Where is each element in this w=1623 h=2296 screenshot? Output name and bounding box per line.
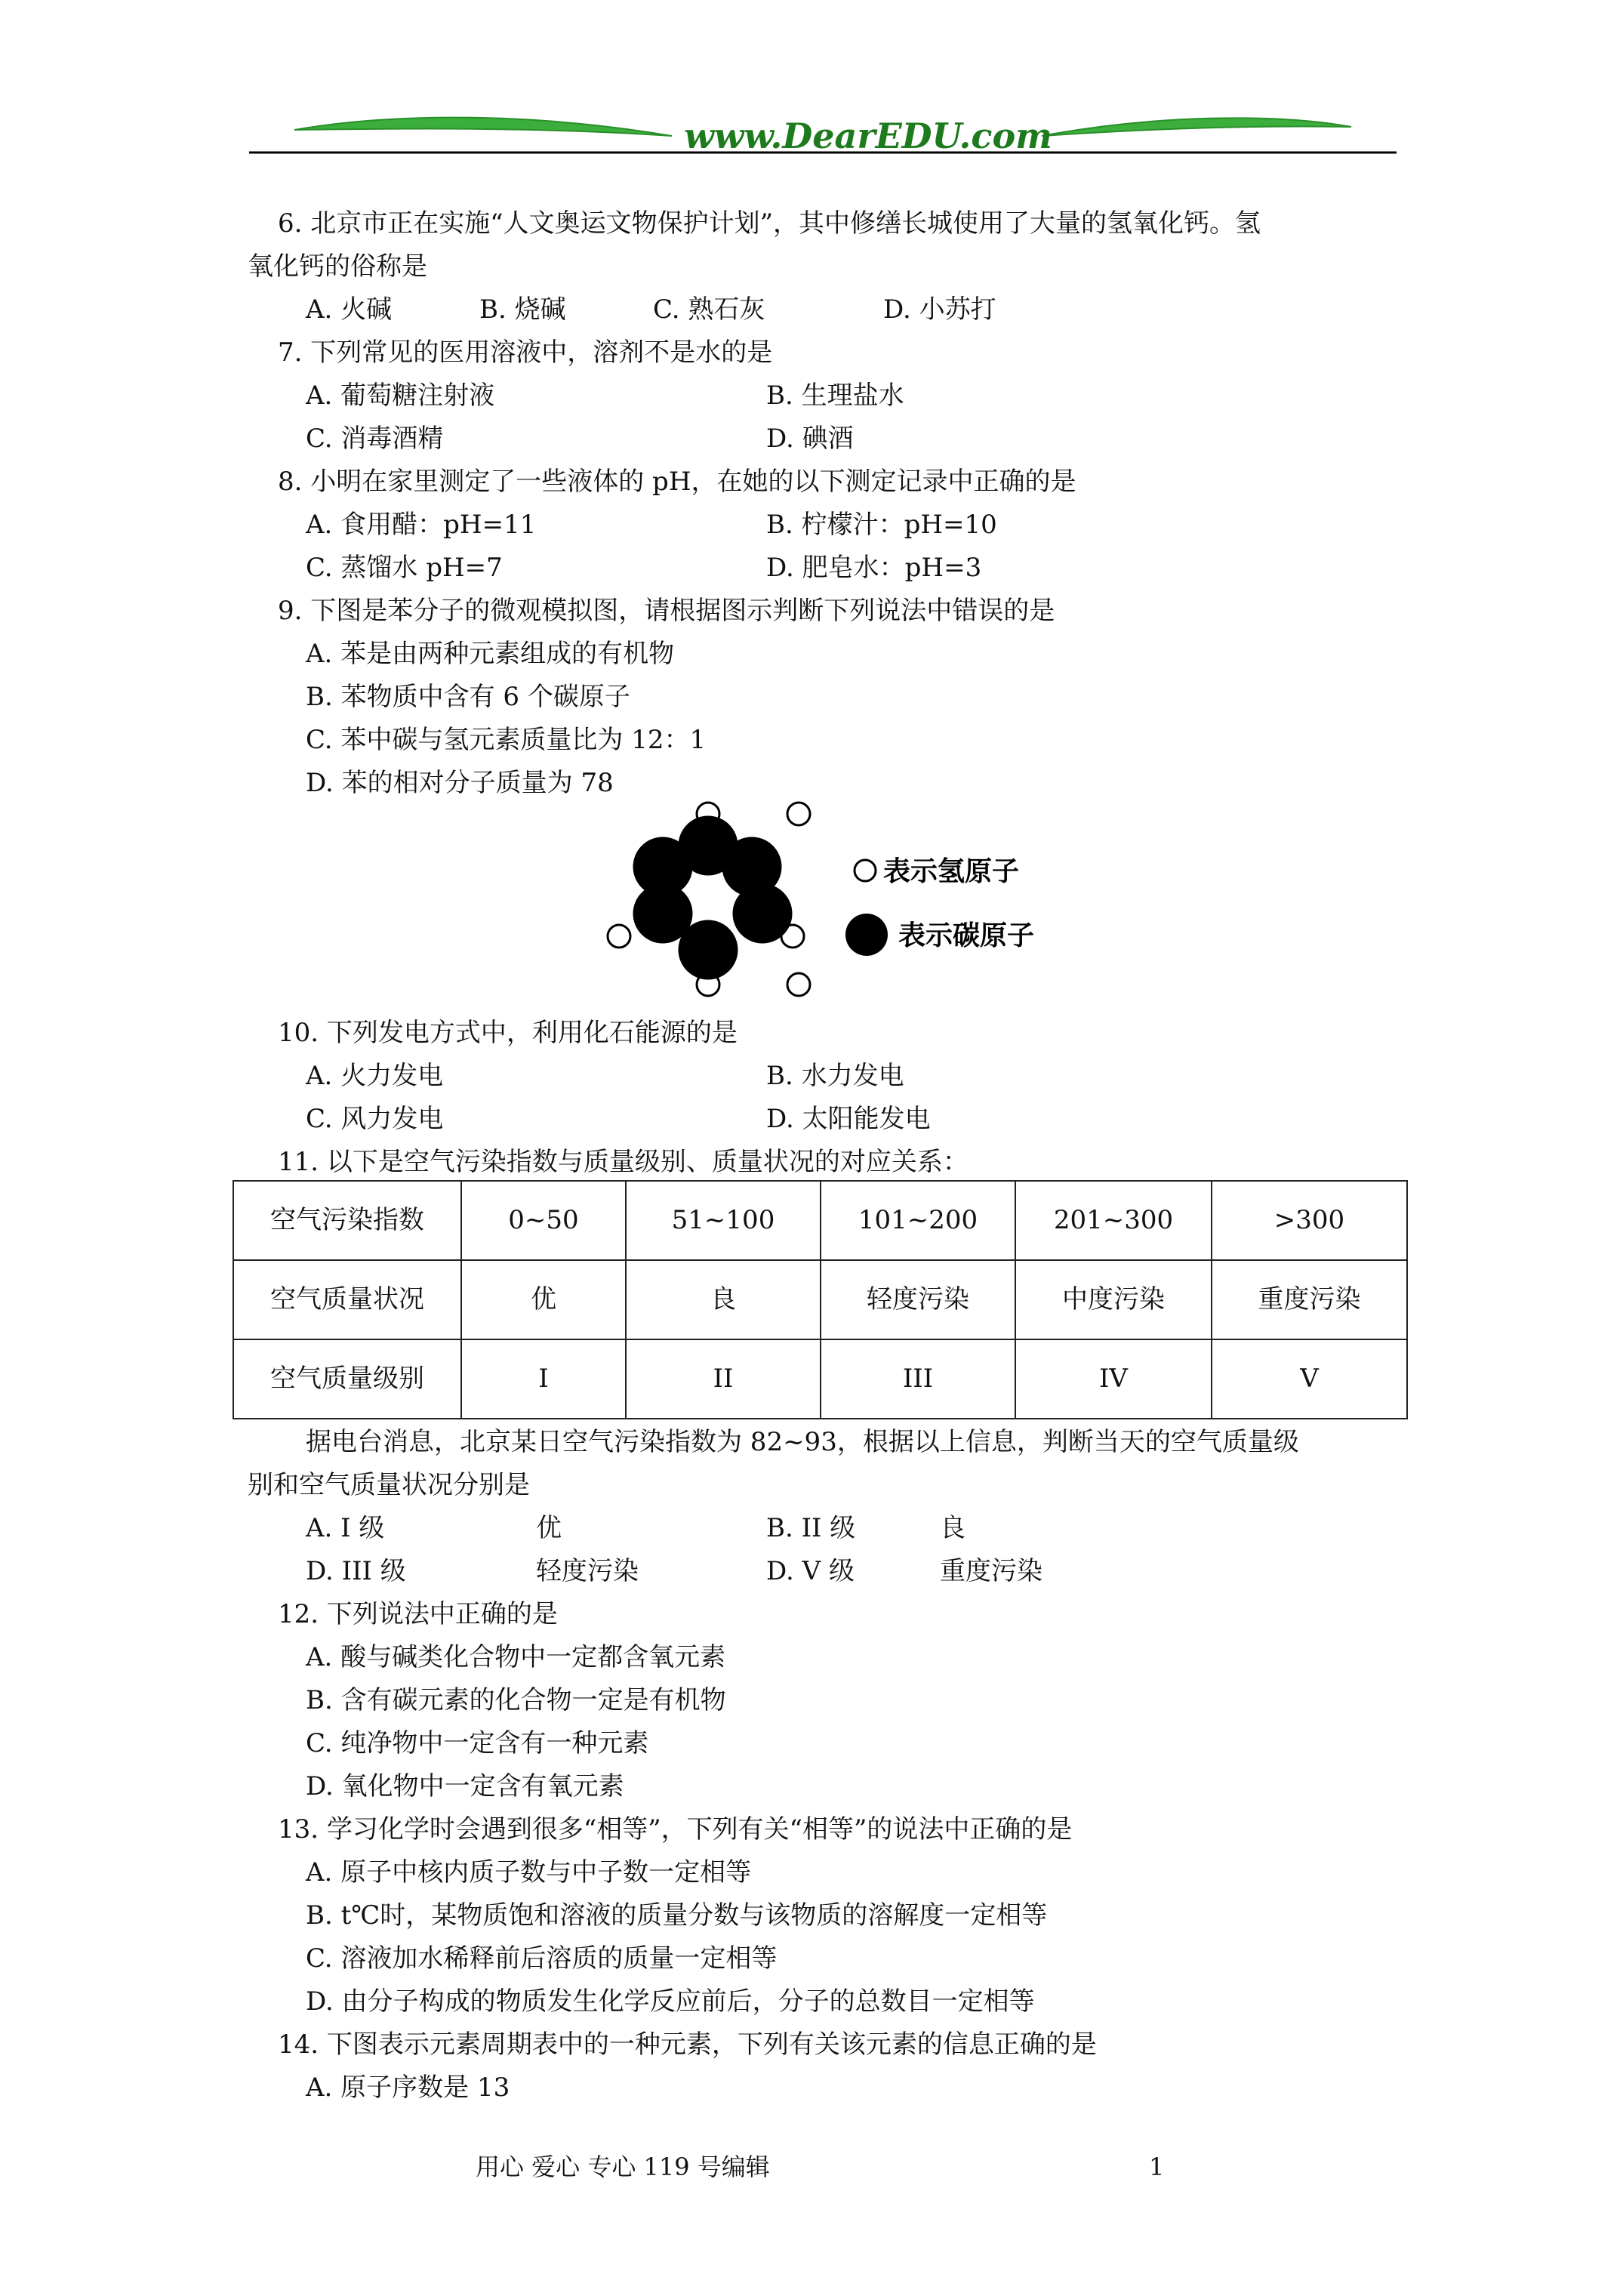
header-site-text: www.DearEDU.com xyxy=(684,116,1052,156)
table-cell: V xyxy=(1212,1339,1407,1419)
q11-option-d-value: 重度污染 xyxy=(940,1556,1042,1586)
carbon-legend-icon xyxy=(845,914,888,956)
q13-option-d: D. 由分子构成的物质发生化学反应前后，分子的总数目一定相等 xyxy=(306,1986,1035,2017)
q11-stem: 11. 以下是空气污染指数与质量级别、质量状况的对应关系： xyxy=(278,1147,969,1177)
benzene-molecule-diagram xyxy=(604,799,1057,1003)
q9-option-b: B. 苯物质中含有 6 个碳原子 xyxy=(306,682,630,712)
header-logo xyxy=(249,106,1397,166)
table-cell: IV xyxy=(1015,1339,1212,1419)
carbon-atom xyxy=(734,885,791,942)
q10-option-c: C. 风力发电 xyxy=(306,1104,444,1134)
q11-option-a-label: A. I 级 xyxy=(306,1513,385,1543)
q6-stem-cont: 氧化钙的俗称是 xyxy=(248,251,427,282)
page-number: 1 xyxy=(1149,2153,1165,2181)
hydrogen-atom xyxy=(608,925,630,948)
q11-option-c-label: D. III 级 xyxy=(306,1556,406,1586)
q11-option-c-value: 轻度污染 xyxy=(536,1556,639,1586)
q11-option-a-value: 优 xyxy=(536,1513,562,1543)
aqi-table xyxy=(233,1180,1408,1419)
table-row xyxy=(233,1339,1407,1419)
table-row xyxy=(233,1181,1407,1260)
q9-option-a: A. 苯是由两种元素组成的有机物 xyxy=(306,639,675,669)
table-cell: 中度污染 xyxy=(1015,1260,1212,1339)
q11-option-b-label: B. II 级 xyxy=(766,1513,856,1543)
q6-stem: 6. 北京市正在实施“人文奥运文物保护计划”，其中修缮长城使用了大量的氢氧化钙。氢 xyxy=(278,208,1261,239)
carbon-atom xyxy=(634,838,691,895)
table-cell: 201~300 xyxy=(1015,1181,1212,1260)
table-row xyxy=(233,1260,1407,1339)
carbon-legend-label: 表示碳原子 xyxy=(898,920,1035,951)
q13-option-c: C. 溶液加水稀释前后溶质的质量一定相等 xyxy=(306,1943,778,1974)
table-cell: III xyxy=(821,1339,1015,1419)
q7-option-c: C. 消毒酒精 xyxy=(306,424,444,454)
q12-stem: 12. 下列说法中正确的是 xyxy=(278,1599,558,1629)
q7-option-a: A. 葡萄糖注射液 xyxy=(306,381,495,411)
carbon-atom xyxy=(679,921,737,978)
q8-option-c: C. 蒸馏水 pH=7 xyxy=(306,553,503,583)
q7-option-b: B. 生理盐水 xyxy=(766,381,904,411)
q10-option-a: A. 火力发电 xyxy=(306,1061,444,1091)
table-cell: 空气污染指数 xyxy=(233,1181,461,1260)
q13-option-b: B. t℃时，某物质饱和溶液的质量分数与该物质的溶解度一定相等 xyxy=(306,1900,1048,1931)
table-cell: 轻度污染 xyxy=(821,1260,1015,1339)
table-cell: II xyxy=(626,1339,821,1419)
q7-option-d: D. 碘酒 xyxy=(766,424,854,454)
q9-option-d: D. 苯的相对分子质量为 78 xyxy=(306,768,614,798)
hydrogen-atom xyxy=(787,803,810,825)
table-cell: 101~200 xyxy=(821,1181,1015,1260)
q8-option-a: A. 食用醋：pH=11 xyxy=(306,510,537,540)
q9-stem: 9. 下图是苯分子的微观模拟图，请根据图示判断下列说法中错误的是 xyxy=(278,596,1055,626)
q12-option-a: A. 酸与碱类化合物中一定都含氧元素 xyxy=(306,1642,726,1672)
q12-option-d: D. 氧化物中一定含有氧元素 xyxy=(306,1771,624,1801)
footer-text: 用心 爱心 专心 119 号编辑 xyxy=(476,2153,770,2181)
hydrogen-legend-icon xyxy=(855,860,876,881)
q8-stem: 8. 小明在家里测定了一些液体的 pH，在她的以下测定记录中正确的是 xyxy=(278,467,1076,497)
q11-option-b-value: 良 xyxy=(940,1513,965,1543)
table-cell: >300 xyxy=(1212,1181,1407,1260)
q11-option-d-label: D. V 级 xyxy=(766,1556,855,1586)
q6-option-a: A. 火碱 xyxy=(306,294,393,325)
table-cell: 51~100 xyxy=(626,1181,821,1260)
q14-stem: 14. 下图表示元素周期表中的一种元素，下列有关该元素的信息正确的是 xyxy=(278,2029,1097,2060)
q10-option-d: D. 太阳能发电 xyxy=(766,1104,931,1134)
q6-option-c: C. 熟石灰 xyxy=(653,294,765,325)
q6-option-b: B. 烧碱 xyxy=(479,294,566,325)
q7-stem: 7. 下列常见的医用溶液中，溶剂不是水的是 xyxy=(278,337,773,368)
table-cell: 空气质量级别 xyxy=(233,1339,461,1419)
hydrogen-legend-label: 表示氢原子 xyxy=(883,856,1020,887)
table-cell: I xyxy=(461,1339,626,1419)
q10-stem: 10. 下列发电方式中，利用化石能源的是 xyxy=(278,1018,738,1048)
q11-paragraph-cont: 别和空气质量状况分别是 xyxy=(248,1470,530,1500)
table-cell: 良 xyxy=(626,1260,821,1339)
benzene-molecule xyxy=(608,803,810,996)
q13-stem: 13. 学习化学时会遇到很多“相等”，下列有关“相等”的说法中正确的是 xyxy=(278,1814,1073,1845)
table-cell: 重度污染 xyxy=(1212,1260,1407,1339)
q12-option-c: C. 纯净物中一定含有一种元素 xyxy=(306,1728,649,1758)
table-cell: 空气质量状况 xyxy=(233,1260,461,1339)
q8-option-d: D. 肥皂水：pH=3 xyxy=(766,553,982,583)
q12-option-b: B. 含有碳元素的化合物一定是有机物 xyxy=(306,1685,726,1715)
table-cell: 优 xyxy=(461,1260,626,1339)
table-cell: 0~50 xyxy=(461,1181,626,1260)
q6-option-d: D. 小苏打 xyxy=(883,294,996,325)
q13-option-a: A. 原子中核内质子数与中子数一定相等 xyxy=(306,1857,752,1888)
q9-option-c: C. 苯中碳与氢元素质量比为 12：1 xyxy=(306,725,707,755)
q14-option-a: A. 原子序数是 13 xyxy=(306,2073,510,2103)
hydrogen-atom xyxy=(787,973,810,996)
q11-paragraph: 据电台消息，北京某日空气污染指数为 82~93，根据以上信息，判断当天的空气质量级 xyxy=(306,1427,1299,1457)
q8-option-b: B. 柠檬汁：pH=10 xyxy=(766,510,997,540)
q10-option-b: B. 水力发电 xyxy=(766,1061,904,1091)
